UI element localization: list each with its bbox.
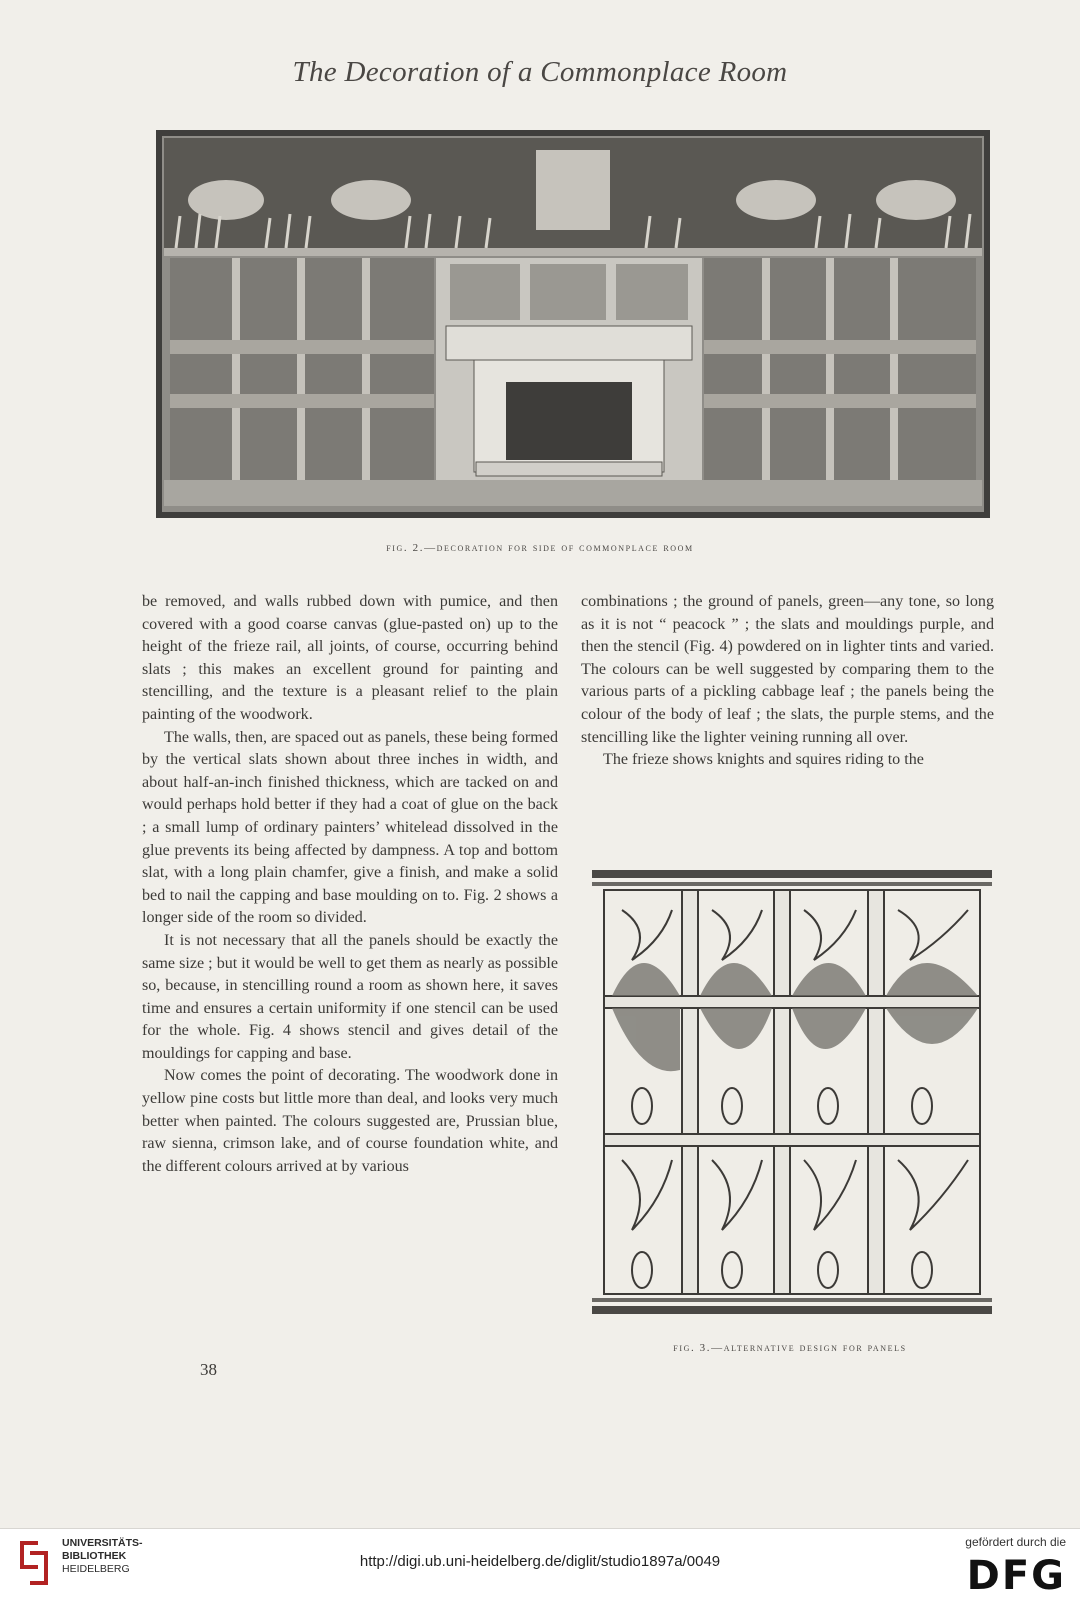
fig2-illustration xyxy=(156,130,990,518)
right-wall-panels xyxy=(704,258,976,480)
paragraph: The walls, then, are spaced out as panels, these being formed by the vertical slats shown about three inches in width, and about half-an-inch finished thickness, which are tacked on and would perhaps hold better if they had a coat of glue on the back ; a small lump of ordinary painters’ whitelead dissolved in the glue prevents its being affected by dampness. A top and bottom slat, with a long plain chamfer, give a finish, and make a solid bed to nail the capping and base moulding on to. Fig. 2 shows a longer side of the room so divided. xyxy=(142,728,558,927)
paragraph: be removed, and walls rubbed down with pumice, and then covered with a good coarse canvas (glue-pasted on) up to the height of the frieze rail, all joints, of course, occurring behind slats ; this makes an excellent ground for painting and stencilling, and the texture is a pleasant relief to the plain painting of the woodwork. xyxy=(142,593,558,723)
page-number: 38 xyxy=(200,1360,217,1379)
paragraph: combinations ; the ground of panels, green—any tone, so long as it is not “ peacock ” ; the slats and mouldings purple, and then the stencil (Fig. 4) powdered on in lighter tints and varied. The colours can be well suggested by comparing them to the various parts of a pickling cabbage leaf ; the panels being the colour of the body of leaf ; the slats, the purple stems, and the stencilling like the lighter veining running all over. xyxy=(581,593,994,746)
chimney-breast xyxy=(436,258,702,480)
paragraph: It is not necessary that all the panels should be exactly the same size ; but it would be well to get them as nearly as possible so, because, in stencilling round a room as shown here, it saves time and ensures a certain uniformity if one stencil can be used for the whole. Fig. 4 shows stencil and gives detail of the mouldings for capping and base. xyxy=(142,931,558,1062)
funding-note: gefördert durch die xyxy=(965,1535,1066,1549)
left-text-column xyxy=(142,591,558,1178)
fig3-caption: fig. 3.—alternative design for panels xyxy=(673,1342,907,1354)
paragraph: Now comes the point of decorating. The woodwork done in yellow pine costs but little more than deal, and looks very much better when painted. The colours suggested are, Prussian blue, raw sienna, crimson lake, and of course foundation white, and the different colours arrived at by various xyxy=(142,1067,558,1175)
paragraph: The frieze shows knights and squires riding to the xyxy=(603,751,924,769)
library-line: BIBLIOTHEK xyxy=(62,1550,127,1562)
left-wall-panels xyxy=(170,258,434,480)
library-line: UNIVERSITÄTS- xyxy=(62,1537,143,1549)
fig3-illustration xyxy=(592,870,992,1322)
fig2-caption: fig. 2.—decoration for side of commonplace room xyxy=(386,542,694,554)
dfg-logo: DFG xyxy=(966,1553,1066,1599)
library-line: HEIDELBERG xyxy=(62,1563,130,1575)
footer-bar xyxy=(0,1528,1080,1601)
source-url-link[interactable]: http://digi.ub.uni-heidelberg.de/diglit/studio1897a/0049 xyxy=(359,1553,721,1570)
page-title: The Decoration of a Commonplace Room xyxy=(292,56,788,88)
right-text-column xyxy=(581,591,994,772)
